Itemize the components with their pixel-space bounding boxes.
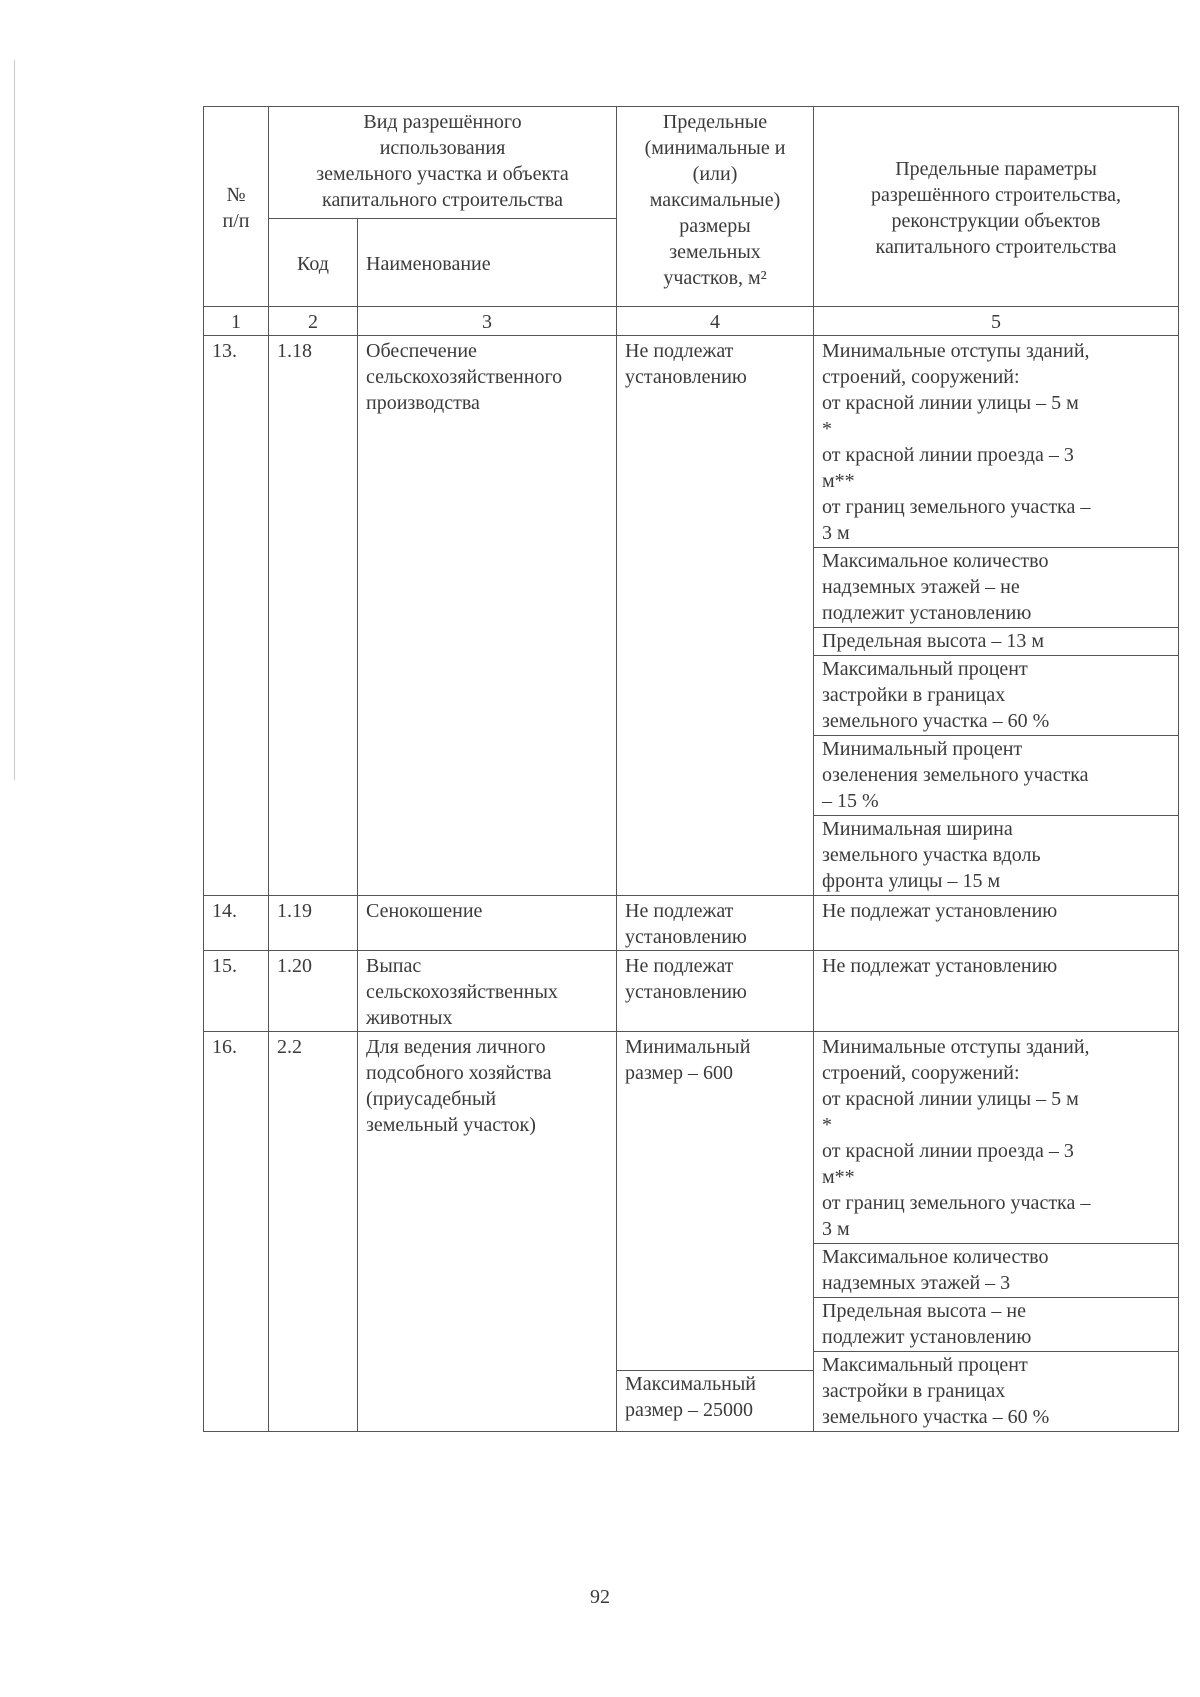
table-row xyxy=(204,1032,1179,1432)
column-numbers-row xyxy=(204,307,1179,336)
param-height: Предельная высота – 13 м xyxy=(814,628,1178,656)
header-params: Предельные параметры разрешённого строительства, реконструкции объектов капитального строительства xyxy=(814,107,1179,307)
param-frontage: Минимальная ширина земельного участка вдоль фронта улицы – 15 м xyxy=(822,818,1041,892)
param-coverage: Максимальный процент застройки в границах земельного участка – 60 % xyxy=(814,656,1178,736)
row-sizes: Не подлежат установлению xyxy=(617,896,814,951)
row-params: Не подлежат установлению xyxy=(814,951,1179,1032)
header-name: Наименование xyxy=(358,219,617,307)
row-params xyxy=(814,336,1179,896)
row-sizes: Не подлежат установлению xyxy=(617,951,814,1032)
row-num: 14. xyxy=(204,896,269,951)
header-num: № п/п xyxy=(204,107,269,307)
scan-margin-mark xyxy=(14,60,15,780)
param-height: Предельная высота – не подлежит установлению xyxy=(814,1298,1178,1352)
param-setbacks: Минимальные отступы зданий, строений, сооружений: от красной линии улицы – 5 м * от красной линии проезда – 3 м** от границ земельного участка – 3 м xyxy=(814,338,1178,548)
row-params xyxy=(814,1032,1179,1432)
row-num: 13. xyxy=(204,336,269,896)
row-name: Для ведения личного подсобного хозяйства (приусадебный земельный участок) xyxy=(358,1032,617,1432)
param-greening: Минимальный процент озеленения земельного участка – 15 % xyxy=(814,736,1178,816)
table-row xyxy=(204,336,1179,896)
zoning-table xyxy=(203,106,1179,1432)
header-sizes: Предельные (минимальные и (или) максимальные) размеры земельных участков, м² xyxy=(617,107,814,307)
header-code: Код xyxy=(269,219,358,307)
row-code: 1.19 xyxy=(269,896,358,951)
row-num: 16. xyxy=(204,1032,269,1432)
column-number: 4 xyxy=(617,307,814,336)
row-code: 2.2 xyxy=(269,1032,358,1432)
column-number: 3 xyxy=(358,307,617,336)
row-code: 1.20 xyxy=(269,951,358,1032)
header-row-1 xyxy=(204,107,1179,219)
column-number: 1 xyxy=(204,307,269,336)
param-floors: Максимальное количество надземных этажей – 3 xyxy=(814,1244,1178,1298)
column-number: 5 xyxy=(814,307,1179,336)
column-number: 2 xyxy=(269,307,358,336)
param-setbacks: Минимальные отступы зданий, строений, сооружений: от красной линии улицы – 5 м * от красной линии проезда – 3 м** от границ земельного участка – 3 м xyxy=(814,1034,1178,1244)
row-params: Не подлежат установлению xyxy=(814,896,1179,951)
row-code: 1.18 xyxy=(269,336,358,896)
size-max: Максимальный размер – 25000 xyxy=(617,1370,813,1423)
row-sizes: Не подлежат установлению xyxy=(617,336,814,896)
table-row xyxy=(204,951,1179,1032)
row-sizes xyxy=(617,1032,814,1432)
param-coverage: Максимальный процент застройки в границах земельного участка – 60 % xyxy=(822,1354,1050,1428)
row-name: Обеспечение сельскохозяйственного производства xyxy=(358,336,617,896)
row-name: Сенокошение xyxy=(358,896,617,951)
row-num: 15. xyxy=(204,951,269,1032)
header-vri: Вид разрешённого использования земельного участка и объекта капитального строительства xyxy=(269,107,617,219)
page-number: 92 xyxy=(590,1586,610,1608)
size-min: Минимальный размер – 600 xyxy=(625,1036,751,1084)
param-floors: Максимальное количество надземных этажей – не подлежит установлению xyxy=(814,548,1178,628)
row-name: Выпас сельскохозяйственных животных xyxy=(358,951,617,1032)
table-row xyxy=(204,896,1179,951)
